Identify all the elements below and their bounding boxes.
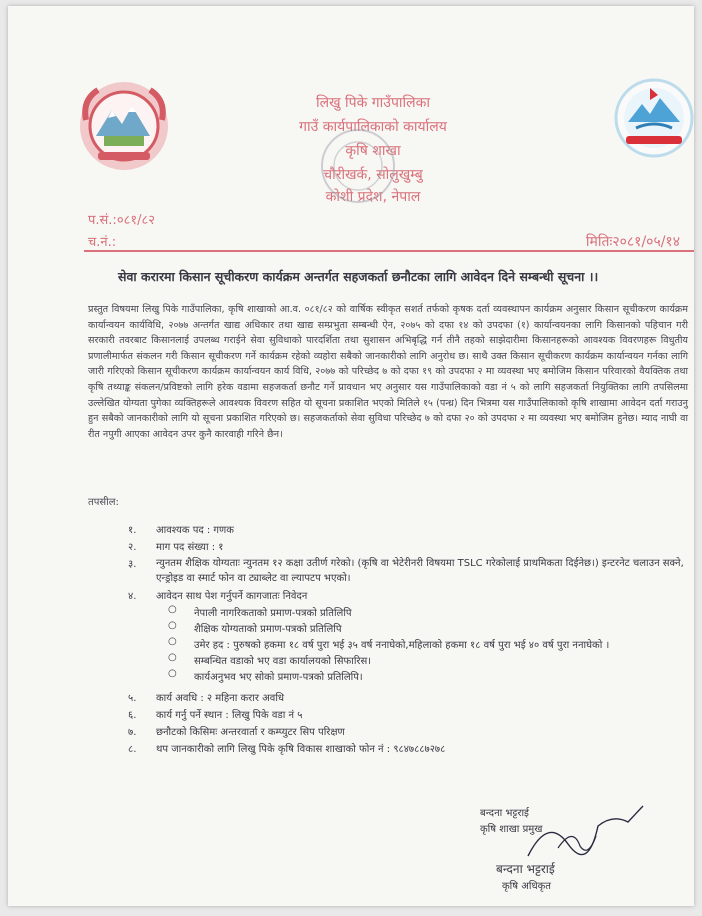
item-number: ८. — [128, 744, 137, 755]
list-item — [128, 724, 688, 741]
municipality-name: लिखु पिके गाउँपालिका — [315, 95, 431, 111]
notice-subject: सेवा करारमा किसान सूचीकरण कार्यक्रम अन्तर्गत सहजकर्ता छनौटका लागि आवेदन दिने सम्बन्धी सूचना ।। — [118, 269, 599, 284]
item-text: छनौटको किसिमः अन्तरवार्ता र कम्प्युटर सिप परिक्षण — [156, 727, 345, 738]
list-item — [128, 556, 688, 588]
chalani-number: च.नं.: — [88, 235, 117, 250]
item-text: न्युनतम शैक्षिक योग्यताः न्युनतम १२ कक्षा उतीर्ण गरेको। (कृषि वा भेटेरीनरी विषयमा TSLC गरेकोलाई प्राथमिकता दिईनेछ।) इन्टरनेट चलाउन सक्ने, एन्ड्रोइड वा स्मार्ट फोन वा ट्याब्लेट वा ल्यापटप भएको। — [156, 558, 684, 584]
document-list-item — [168, 653, 688, 669]
item-text: आवेदन साथ पेश गर्नुपर्ने कागजातः निवेदन — [156, 591, 308, 602]
office-name: गाउँ कार्यपालिकाको कार्यालय — [299, 119, 447, 135]
list-item — [128, 522, 688, 539]
signatory-bottom — [496, 860, 555, 896]
document-list-item — [168, 605, 688, 621]
office-address: चौरीखर्क, सोलुखुम्बु — [323, 167, 423, 183]
notice-body: प्रस्तुत विषयमा लिखु पिके गाउँपालिका, कृषि शाखाको आ.व. ०८१/८२ को वार्षिक स्वीकृत सशर्त तर्फको कृषक दर्ता व्यवस्थापन कार्यक्रम अनुसार किसान सूचीकरण कार्यक्रम कार्यान्वयन कार्यविधि, २०७७ अन्तर्गत खाद्य अधिकार तथा खाद्य सम्प्रभुता सम्बन्धी ऐन, २०७५ को दफा १४ को उपदफा (१) कार्यान्वयनका लागि किसानको पहिचान गरी सरकारी तवरबाट किसानलाई उपलब्ध गराईने सेवा सुविधाको पारदर्शिता तथा सुशासन अभिबृद्धि गर्न तीनै तहको साझेदारीमा किसानहरूको आवश्यक विवरणहरू विधुतीय प्रणालीमार्फत संकलन गरी किसान सूचीकरण गर्ने कार्यक्रम रहेको व्यहोरा सबैको जानकारीको लागि अनुरोध छ। साथै उक्त किसान सूचीकरण कार्यक्रम कार्यान्वयन गर्नका लागि जारी गरिएको किसान सूचीकरण कार्यक्रम कार्यान्वयन कार्य विधि, २०७७ को परिच्छेद ७ को दफा १९ को उपदफा २ मा व्यवस्था भए बमोजिम किसान परिवारको वैयक्तिक तथा कृषि तथ्याङ्क संकलन/प्रविष्टको लागि हरेक वडामा सहजकर्ता छनौट गर्ने प्रावधान भए अनुसार यस गाउँपालिकाको वडा नं ५ को लागि सहजकर्ता नियुक्तिका लागि तपसिलमा उल्लेखित योग्यता पुगेका व्यक्तिहरूले आवश्यक विवरण सहित यो सूचना प्रकाशित भएको मितिले १५ (पन्ध्र) दिन भित्रमा यस गाउँपालिकाको कृषि शाखामा आवेदन दर्ता गराउनु हुन सबैको जानकारीको लागि यो सूचना प्रकाशित गरिएको छ। सहजकर्ताको सेवा सुविधा परिच्छेद ७ को दफा २० को उपदफा २ मा व्यवस्था भए बमोजिम हुनेछ। म्याद नाघी वा रीत नपुगी आएका आवेदन उपर कुनै कारवाही गरिने छैन। — [88, 304, 688, 440]
list-item — [128, 690, 688, 707]
likhu-pike-municipality-logo-icon — [614, 78, 694, 158]
nepal-government-emblem-icon — [78, 80, 170, 172]
list-item — [128, 741, 688, 758]
document-text: उमेर हद : पुरुषको हकमा १८ वर्ष पुरा भई ३५ वर्ष ननाघेको,महिलाको हकमा १८ वर्ष पुरा भई ४० वर्ष पुरा ननाघेको । — [194, 640, 610, 651]
document-list-item — [168, 669, 688, 685]
list-item — [128, 588, 688, 605]
item-text: थप जानकारीको लागि लिखु पिके कृषि विकास शाखाको फोन नं : ९८४७८८७२७८ — [156, 744, 446, 755]
document-text: कार्यअनुभव भए सोको प्रमाण-पत्रको प्रतिलिपि। — [194, 672, 363, 683]
details-label: तपसील: — [88, 497, 119, 508]
item-number: २. — [128, 542, 137, 553]
document-page — [8, 6, 694, 906]
reference-block — [88, 210, 155, 254]
signatory-name: बन्दना भट्टराई — [496, 862, 555, 876]
item-number: ५. — [128, 693, 137, 704]
issue-date: मितिः२०८१/०५/१४ — [585, 234, 680, 250]
signatory-title: कृषि शाखा प्रमुख — [480, 824, 543, 835]
item-text: कार्य गर्नु पर्ने स्थान : लिखु पिके वडा नं ५ — [156, 710, 303, 721]
item-number: ४. — [128, 591, 137, 602]
patra-sankhya: प.सं.:०८१/८२ — [88, 213, 155, 228]
item-number: १. — [128, 525, 137, 536]
item-number: ६. — [128, 710, 137, 721]
document-list-item — [168, 637, 688, 653]
document-text: सम्बन्धित वडाको भए वडा कार्यालयको सिफारिस। — [194, 656, 372, 667]
item-number: ७. — [128, 727, 137, 738]
signatory-name: बन्दना भट्टराई — [480, 808, 529, 819]
signatory-top — [480, 806, 542, 838]
list-item — [128, 539, 688, 556]
additional-details-list — [128, 690, 688, 758]
bullet-icon: ○ — [168, 652, 177, 663]
document-text: नेपाली नागरिकताको प्रमाण-पत्रको प्रतिलिपि — [194, 608, 352, 619]
signatory-title: कृषि अधिकृत — [502, 881, 551, 892]
bullet-icon: ○ — [168, 636, 177, 647]
item-text: माग पद संख्या : १ — [156, 542, 224, 553]
document-list-item — [168, 621, 688, 637]
item-text: आवश्यक पद : गणक — [156, 525, 234, 536]
item-number: ३. — [128, 559, 137, 570]
office-stamp-icon — [318, 126, 398, 206]
list-item — [128, 707, 688, 724]
requirements-list — [128, 522, 688, 685]
bullet-icon: ○ — [168, 668, 177, 679]
header-divider — [84, 250, 694, 252]
province-country: कोशी प्रदेश, नेपाल — [325, 189, 421, 205]
bullet-icon: ○ — [168, 604, 177, 615]
item-text: कार्य अवधि : २ महिना करार अवधि — [156, 693, 285, 704]
document-text: शैक्षिक योग्यताको प्रमाण-पत्रको प्रतिलिपि — [194, 624, 342, 635]
branch-name: कृषि शाखा — [345, 143, 401, 159]
bullet-icon: ○ — [168, 620, 177, 631]
